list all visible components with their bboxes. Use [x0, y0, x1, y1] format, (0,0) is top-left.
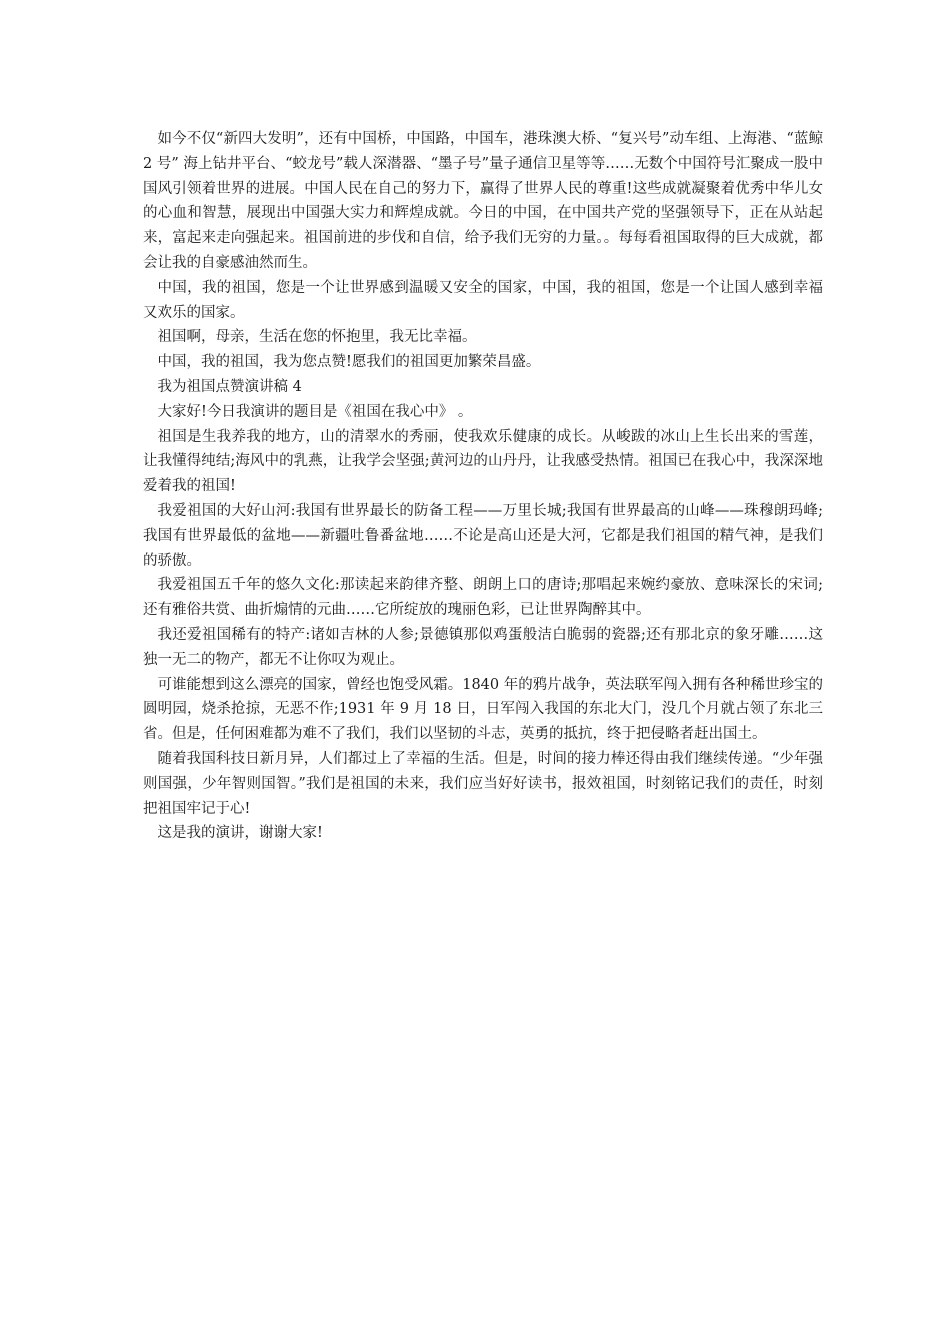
paragraph-innovations: 如今不仅“新四大发明”，还有中国桥，中国路，中国车，港珠澳大桥、“复兴号”动车组、上海港、“蓝鲸 2 号” 海上钻井平台、“蛟龙号”载人深潜器、“墨子号”量子通信卫星等等……无数个中国符号汇聚成一股中国风引领着世界的进展。中国人民在自己的努力下，赢得了世界人民的尊重!这些成就凝聚着优秀中华儿女的心血和智慧，展现出中国强大实力和辉煌成就。今日的中国，在中国共产党的坚强领导下，正在从站起来，富起来走向强起来。祖国前进的步伐和自信，给予我们无穷的力量。。每每看祖国取得的巨大成就，都会让我的自豪感油然而生。 — [143, 131, 823, 271]
paragraph-landscape: 我爱祖国的大好山河:我国有世界最长的防备工程——万里长城;我国有世界最高的山峰——珠穆朗玛峰;我国有世界最低的盆地——新疆吐鲁番盆地……不论是高山还是大河，它都是我们祖国的精气神，是我们的骄傲。 — [143, 502, 823, 569]
section-heading: 我为祖国点赞演讲稿 4 — [157, 378, 302, 395]
paragraph-birthplace: 祖国是生我养我的地方，山的清翠水的秀丽，使我欢乐健康的成长。从峻跋的冰山上生长出来的雪莲，让我懂得纯结;海风中的乳燕，让我学会坚强;黄河边的山丹丹，让我感受热情。祖国已在我心中，我深深地爱着我的祖国! — [143, 428, 823, 495]
document-body — [143, 127, 823, 846]
paragraph-praise: 中国，我的祖国，我为您点赞!愿我们的祖国更加繁荣昌盛。 — [157, 354, 541, 371]
paragraph-culture: 我爱祖国五千年的悠久文化:那读起来韵律齐整、朗朗上口的唐诗;那唱起来婉约豪放、意味深长的宋词;还有雅俗共赏、曲折煽情的元曲……它所绽放的瑰丽色彩，已让世界陶醉其中。 — [143, 577, 823, 619]
paragraph-specialties: 我还爱祖国稀有的特产:诸如吉林的人参;景德镇那似鸡蛋般洁白脆弱的瓷器;还有那北京的象牙雕……这独一无二的物产，都无不让你叹为观止。 — [143, 626, 823, 668]
paragraph-future: 随着我国科技日新月异，人们都过上了幸福的生活。但是，时间的接力棒还得由我们继续传递。“少年强则国强，少年智则国智。”我们是祖国的未来，我们应当好好读书，报效祖国，时刻铭记我们的责任，时刻把祖国牢记于心! — [143, 750, 823, 817]
paragraph-history: 可谁能想到这么漂亮的国家，曾经也饱受风霜。1840 年的鸦片战争，英法联军闯入拥有各种稀世珍宝的圆明园，烧杀抢掠，无恶不作;1931 年 9 月 18 日，日军闯入我国的东北大门，没几个月就占领了东北三省。但是，任何困难都为难不了我们，我们以坚韧的斗志，英勇的抵抗，终于把侵略者赶出国土。 — [143, 676, 823, 743]
paragraph-closing: 这是我的演讲，谢谢大家! — [157, 825, 323, 842]
paragraph-greeting: 大家好!今日我演讲的题目是《祖国在我心中》 。 — [157, 403, 473, 420]
paragraph-mother-embrace: 祖国啊，母亲，生活在您的怀抱里，我无比幸福。 — [157, 329, 477, 346]
paragraph-motherland-warm: 中国，我的祖国，您是一个让世界感到温暖又安全的国家，中国，我的祖国，您是一个让国人感到幸福又欢乐的国家。 — [143, 279, 823, 321]
